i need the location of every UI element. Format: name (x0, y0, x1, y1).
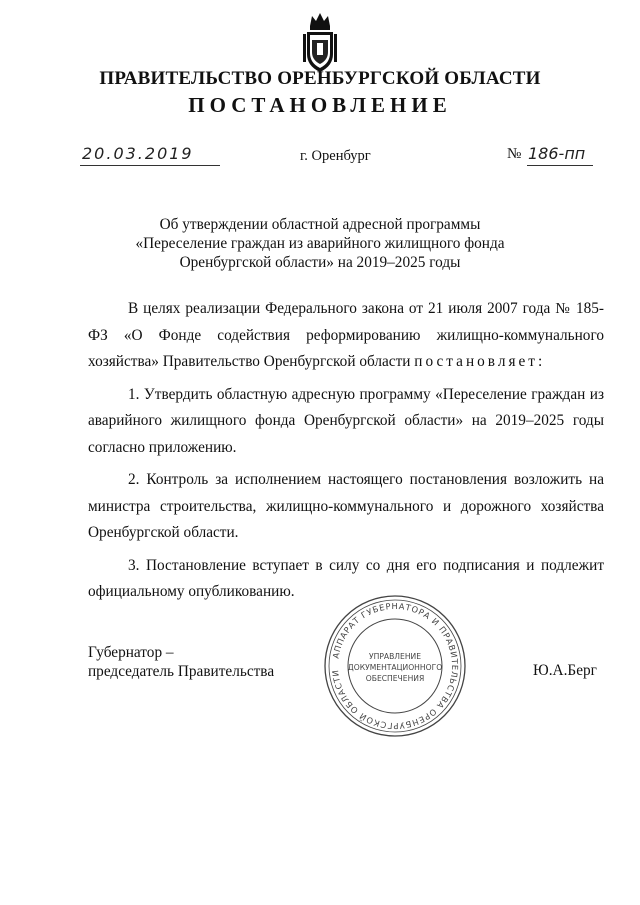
stamp-center-line: УПРАВЛЕНИЕ (368, 652, 422, 661)
document-number: 186-пп (528, 144, 586, 163)
signatory-title (88, 643, 274, 681)
title-line: Оренбургской области» на 2019–2025 годы (179, 254, 461, 271)
document-date: 20.03.2019 (82, 144, 194, 163)
stamp-center-line: ОБЕСПЕЧЕНИЯ (365, 674, 425, 683)
signatory-title-line: Губернатор – (88, 644, 174, 661)
stamp-ring-textpath: АППАРАТ ГУБЕРНАТОРА И ПРАВИТЕЛЬСТВА ОРЕНБУРГСКОЙ ОБЛАСТИ (330, 600, 461, 732)
date-underline (80, 165, 220, 166)
number-underline (527, 165, 593, 166)
official-stamp (322, 593, 468, 739)
item-paragraph: 1. Утвердить областную адресную программу «Переселение граждан из аварийного жилищного фонда Оренбургской области» на 2019–2025 годы согласно приложению. (88, 385, 604, 456)
signatory-name: Ю.А.Берг (533, 662, 597, 679)
number-label: № (507, 146, 522, 162)
document-city: г. Оренбург (300, 148, 371, 164)
signatory-title-line: председатель Правительства (88, 663, 275, 680)
title-line: «Переселение граждан из аварийного жилищного фонда (135, 235, 505, 252)
document-type: ПОСТАНОВЛЕНИЕ (188, 93, 452, 117)
document-title (0, 215, 640, 272)
oren-coat-of-arms-icon (300, 10, 340, 76)
title-line: Об утверждении областной адресной программы (159, 216, 481, 233)
intro-text: В целях реализации Федерального закона от 21 июля 2007 года № 185-ФЗ «О Фонде содействия реформированию жилищно-коммунального хозяйства» Правительство Оренбургской области (88, 300, 604, 370)
intro-paragraph (88, 296, 604, 376)
item-paragraph: 3. Постановление вступает в силу со дня его подписания и подлежит официальному опубликованию. (88, 556, 604, 600)
item-paragraph: 2. Контроль за исполнением настоящего постановления возложить на министра строительства, жилищно-коммунального и дорожного хозяйства Оренбургской области. (88, 471, 604, 541)
intro-action: постановляет: (414, 353, 546, 370)
document-body (88, 296, 604, 606)
organization-name: ПРАВИТЕЛЬСТВО ОРЕНБУРГСКОЙ ОБЛАСТИ (99, 68, 541, 89)
stamp-center-line: ДОКУМЕНТАЦИОННОГО (347, 663, 443, 672)
